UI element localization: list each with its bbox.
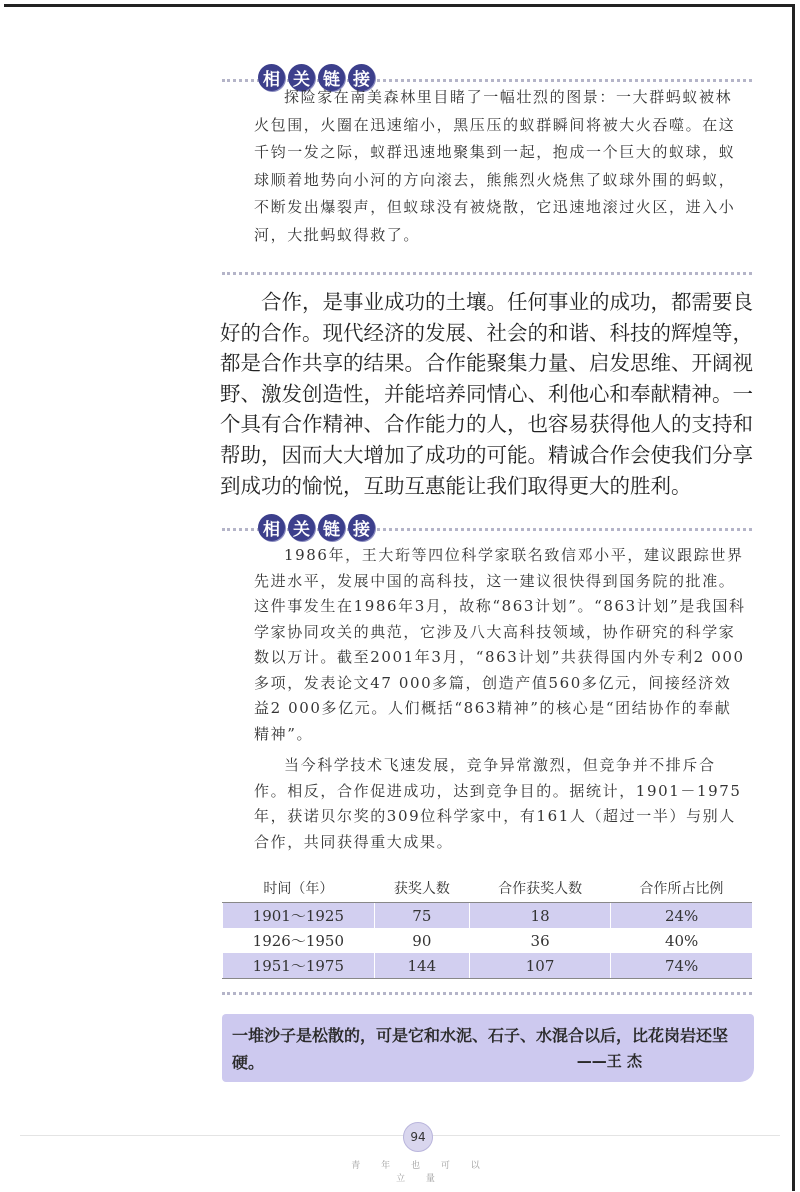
quote-author: ——王 杰	[576, 1052, 642, 1070]
table-cell: 144	[374, 953, 469, 979]
badge-char: 关	[288, 514, 315, 541]
table-cell: 75	[374, 903, 469, 929]
box1-paragraph: 探险家在南美森林里目睹了一幅壮烈的图景：一大群蚂蚁被林火包围，火圈在迅速缩小，黑压压的蚁群瞬间将被大火吞噬。在这千钧一发之际，蚁群迅速地聚集到一起，抱成一个巨大的蚁球，蚁球顺着地势向小河的方向滚去，熊熊烈火烧焦了蚁球外围的蚂蚁，不断发出爆裂声，但蚁球没有被烧散，它迅速地滚过火区，进入小河，大批蚂蚁得救了。	[254, 88, 736, 244]
related-link-badge-2	[258, 514, 375, 541]
table-cell: 74%	[611, 953, 752, 979]
related-link-box-1	[254, 84, 746, 249]
related-link-box-2	[254, 543, 746, 855]
table-row	[223, 928, 753, 953]
main-body	[220, 287, 756, 501]
box2-paragraph-1: 1986年，王大珩等四位科学家联名致信邓小平，建议跟踪世界先进水平，发展中国的高科技，这一建议很快得到国务院的批准。这件事发生在1986年3月，故称“863计划”。“863计划”是我国科学家协同攻关的典范，它涉及八大高科技领域，协作研究的科学家数以万计。截至2001年3月，“863计划”共获得国内外专利2 000多项，发表论文47 000多篇，创造产值560多亿元，间接经济效益2 000多亿元。人们概括“863精神”的核心是“团结协作的奉献精神”。	[254, 546, 746, 743]
badge-char: 链	[318, 64, 345, 91]
badge-char: 关	[288, 64, 315, 91]
dotted-divider	[222, 272, 752, 275]
quote-box	[222, 1014, 754, 1082]
table-cell: 90	[374, 928, 469, 953]
table-header: 合作获奖人数	[469, 874, 610, 903]
table-row	[223, 953, 753, 979]
table-cell: 1901～1925	[223, 903, 375, 929]
table-header: 时间（年）	[223, 874, 375, 903]
badge-char: 接	[348, 64, 375, 91]
table-cell: 36	[469, 928, 610, 953]
quote-text: 一堆沙子是松散的，可是它和水泥、石子、水混合以后，比花岗岩还坚硬。	[232, 1026, 729, 1072]
table-cell: 18	[469, 903, 610, 929]
badge-char: 接	[348, 514, 375, 541]
dotted-divider	[222, 992, 752, 995]
table-header: 合作所占比例	[611, 874, 752, 903]
table-cell: 40%	[611, 928, 752, 953]
table-cell: 107	[469, 953, 610, 979]
main-paragraph: 合作，是事业成功的土壤。任何事业的成功，都需要良好的合作。现代经济的发展、社会的和谐、科技的辉煌等，都是合作共享的结果。合作能聚集力量、启发思维、开阔视野、激发创造性，并能培养同情心、利他心和奉献精神。一个具有合作精神、合作能力的人，也容易获得他人的支持和帮助，因而大大增加了成功的可能。精诚合作会使我们分享到成功的愉悦，互助互惠能让我们取得更大的胜利。	[220, 290, 753, 498]
page-number: 94	[403, 1122, 433, 1152]
table-cell: 24%	[611, 903, 752, 929]
footer-text: 青 年 也 可 以 立 量	[351, 1161, 489, 1184]
table-header: 获奖人数	[374, 874, 469, 903]
table-row	[223, 903, 753, 929]
nobel-collaboration-table	[222, 874, 752, 979]
table-cell: 1951～1975	[223, 953, 375, 979]
badge-char: 相	[258, 64, 285, 91]
table-cell: 1926～1950	[223, 928, 375, 953]
table-header-row	[223, 874, 753, 903]
footer-line	[20, 1135, 780, 1136]
box2-paragraph-2: 当今科学技术飞速发展，竞争异常激烈，但竞争并不排斥合作。相反，合作促进成功，达到竞争目的。据统计，1901－1975年，获诺贝尔奖的309位科学家中，有161人（超过一半）与别人合作，共同获得重大成果。	[254, 756, 742, 851]
badge-char: 相	[258, 514, 285, 541]
badge-char: 链	[318, 514, 345, 541]
